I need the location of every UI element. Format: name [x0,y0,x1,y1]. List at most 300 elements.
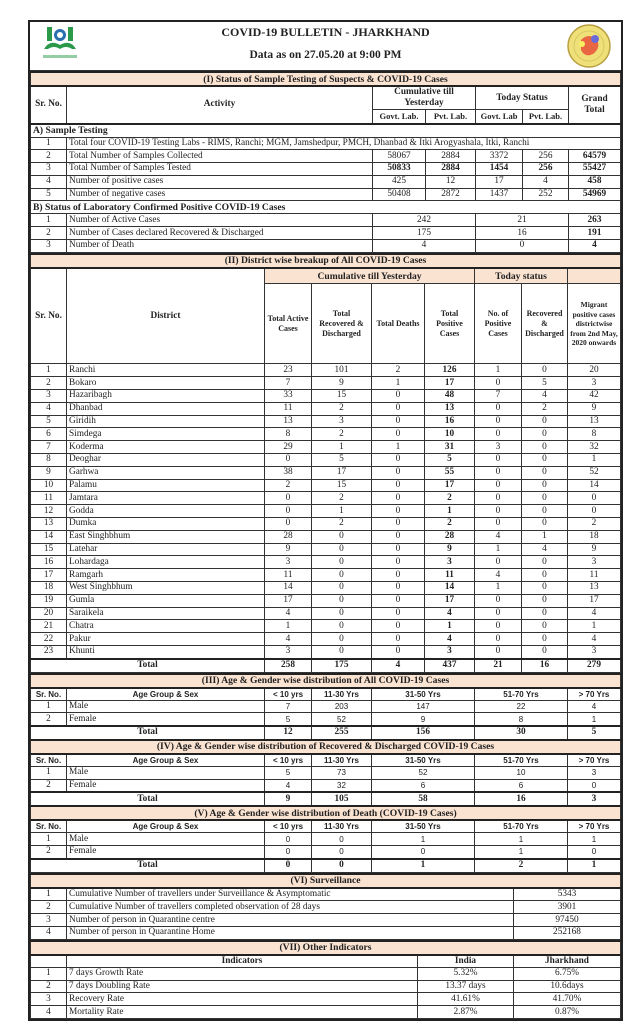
indicator-row [31,980,621,993]
cell: 0 [372,530,425,543]
table-row [31,779,621,792]
sr-no: 4 [31,1006,67,1019]
indicator-row [31,993,621,1006]
sr-no: 4 [31,175,67,188]
cell: 15 [312,389,372,402]
cell: 0 [475,645,522,658]
district-row [31,479,621,492]
sr-no: 2 [31,713,67,726]
cell: 0 [372,607,425,620]
cell: 1 [475,364,522,377]
district-name: Saraikela [67,607,265,620]
cell: 42 [568,389,621,402]
cell: 0 [312,594,372,607]
cell: 4 [523,175,569,188]
sr-no: 17 [31,569,67,582]
cell: 0 [522,428,568,441]
subsection-title: A) Sample Testing [31,124,621,138]
cell: 0 [522,620,568,633]
cell: 29 [265,441,312,454]
cell: 73 [312,766,372,779]
col-header-positive: Total Positive Cases [425,284,475,364]
col-header-grand-total: Grand Total [569,86,621,124]
cell: 0 [372,846,475,859]
cell: 17 [425,479,475,492]
sr-no: 18 [31,581,67,594]
district-name: Deoghar [67,453,265,466]
cell: 4 [568,700,621,713]
col-header-district: District [67,268,265,364]
cell: 1 [425,505,475,518]
cell: 17 [265,594,312,607]
col-header-today: Today Status [476,86,569,110]
cell: 0 [372,415,425,428]
sr-no: 1 [31,888,67,901]
cell: 4 [475,569,522,582]
cell-total: 279 [568,659,621,672]
cell: 0 [312,543,372,556]
district-name: Jamtara [67,492,265,505]
cell: 16 [476,227,569,240]
district-name: Godda [67,505,265,518]
table-row [31,833,621,846]
district-row [31,594,621,607]
cell: 1 [372,833,475,846]
cell: 242 [373,214,476,227]
col-header-migrant: Migrant positive cases districtwise from 2nd May, 2020 onwards [568,284,621,364]
subsection-title: B) Status of Laboratory Confirmed Positive COVID-19 Cases [31,201,621,214]
surveillance-row [31,927,621,940]
total-label: Total [31,659,265,672]
total-row [31,726,621,740]
cell: 0 [522,441,568,454]
cell: 3 [475,441,522,454]
total-row [31,859,621,872]
cell: 1 [568,713,621,726]
sr-no: 6 [31,428,67,441]
cell-total: 263 [569,214,621,227]
cell: 14 [568,479,621,492]
cell: 0 [372,633,425,646]
col-header-a5: > 70 Yrs [568,688,621,701]
sr-no: 4 [31,927,67,940]
cell-total: 458 [569,175,621,188]
col-header-govt-lab: Govt. Lab. [373,110,426,124]
cell: 28 [425,530,475,543]
col-header-a3: 31-50 Yrs [372,688,475,701]
table-row [31,227,621,240]
section-title: (IV) Age & Gender wise distribution of Recovered & Discharged COVID-19 Cases [31,740,621,754]
row-label: Total Number of Samples Collected [67,150,373,163]
cell: 1 [568,833,621,846]
row-label: Number of person in Quarantine Home [67,927,514,940]
col-header-sr: Sr. No. [31,688,67,701]
cell: 1 [568,453,621,466]
cell: 9 [372,713,475,726]
row-label: Cumulative Number of travellers completed observation of 28 days [67,901,514,914]
cell: 0 [372,543,425,556]
cell: 0 [475,492,522,505]
cell: 0 [372,453,425,466]
cell: 175 [373,227,476,240]
age-gender-tables [30,673,621,873]
cell: 0 [265,517,312,530]
cell-total: 9 [265,792,312,806]
cell: 50833 [373,163,426,176]
cell: 23 [265,364,312,377]
district-name: Lohardaga [67,556,265,569]
cell-total: 191 [569,227,621,240]
district-row [31,453,621,466]
cell: 0 [522,607,568,620]
cell-india: 41.61% [418,993,514,1006]
cell: 0 [475,466,522,479]
cell: 0 [372,466,425,479]
cell: 0 [312,833,372,846]
col-header-group: Age Group & Sex [67,754,265,767]
cell: 0 [522,453,568,466]
cell-total: 30 [475,726,568,740]
cell: 3901 [514,901,621,914]
indicator-row [31,1006,621,1019]
cell: 0 [475,594,522,607]
district-row [31,556,621,569]
cell: 1 [475,543,522,556]
cell-total: 12 [265,726,312,740]
row-label: Number of Death [67,240,373,253]
sr-no: 3 [31,389,67,402]
col-header-sr: Sr. No. [31,820,67,833]
district-row [31,543,621,556]
cell: 2 [522,402,568,415]
health-dept-emblem-icon [567,24,611,68]
sr-no: 1 [31,766,67,779]
row-label: 7 days Growth Rate [67,967,418,980]
cell: 101 [312,364,372,377]
district-name: Garhwa [67,466,265,479]
cell: 1454 [476,163,523,176]
row-label: Male [67,700,265,713]
sr-no: 4 [31,402,67,415]
cell: 0 [568,779,621,792]
sr-no: 2 [31,901,67,914]
cell: 5 [425,453,475,466]
cell: 0 [475,620,522,633]
cell: 52 [312,713,372,726]
bulletin-date: Data as on 27.05.20 at 9:00 PM [249,49,402,61]
cell: 11 [265,402,312,415]
cell: 9 [568,402,621,415]
surveillance-row [31,901,621,914]
cell: 1 [568,620,621,633]
cell: 3 [265,556,312,569]
cell: 0 [312,530,372,543]
cell: 203 [312,700,372,713]
cell: 2 [425,492,475,505]
cell: 11 [568,569,621,582]
cell: 14 [265,581,312,594]
section-title: (I) Status of Sample Testing of Suspects & COVID-19 Cases [31,72,621,86]
col-header-cumulative: Cumulative till Yesterday [265,268,475,284]
row-label: Number of Cases declared Recovered & Discharged [67,227,373,240]
section-title: (VI) Surveillance [31,874,621,888]
cell-total: 58 [372,792,475,806]
cell-india: 5.32% [418,967,514,980]
cell-total: 3 [568,792,621,806]
sr-no: 1 [31,137,67,150]
col-header-a1: < 10 yrs [265,820,312,833]
cell-total: 54969 [569,188,621,201]
indicator-row [31,967,621,980]
surveillance-row [31,888,621,901]
col-header-blank [568,268,621,284]
cell: 252 [523,188,569,201]
row-label: Recovery Rate [67,993,418,1006]
cell: 7 [265,377,312,390]
cell: 0 [372,479,425,492]
sr-no: 1 [31,833,67,846]
col-header-a3: 31-50 Yrs [372,820,475,833]
row-label: Mortality Rate [67,1006,418,1019]
cell: 256 [523,150,569,163]
cell: 0 [522,415,568,428]
cell-total: 64579 [569,150,621,163]
cell: 6 [475,779,568,792]
cell: 0 [312,846,372,859]
cell: 0 [475,415,522,428]
cell: 10 [425,428,475,441]
col-header-active: Total Active Cases [265,284,312,364]
cell: 425 [373,175,426,188]
col-header-today-positive: No. of Positive Cases [475,284,522,364]
cell: 2 [265,479,312,492]
cell: 0 [372,620,425,633]
cell: 11 [265,569,312,582]
cell-jharkhand: 41.70% [514,993,621,1006]
sr-no: 1 [31,700,67,713]
cell: 0 [372,428,425,441]
cell: 0 [312,633,372,646]
cell: 2884 [426,163,476,176]
col-header-sr: Sr. No. [31,754,67,767]
table-row [31,713,621,726]
sr-no: 2 [31,227,67,240]
sr-no: 3 [31,240,67,253]
cell: 2 [372,364,425,377]
cell: 3 [568,766,621,779]
cell: 17 [425,377,475,390]
sr-no: 3 [31,914,67,927]
district-row [31,505,621,518]
col-header-cumulative: Cumulative till Yesterday [373,86,476,110]
sr-no: 5 [31,415,67,428]
cell: 4 [265,779,312,792]
cell: 3 [568,556,621,569]
sr-no: 19 [31,594,67,607]
cell: 9 [312,377,372,390]
row-label: Female [67,846,265,859]
cell: 147 [372,700,475,713]
cell: 0 [312,569,372,582]
cell: 0 [265,846,312,859]
cell: 1 [312,505,372,518]
sr-no: 3 [31,163,67,176]
col-header-a2: 11-30 Yrs [312,688,372,701]
row-label: Number of person in Quarantine centre [67,914,514,927]
cell: 2 [425,517,475,530]
cell: 8 [568,428,621,441]
cell: 126 [425,364,475,377]
district-row [31,620,621,633]
bulletin-title: COVID-19 BULLETIN - JHARKHAND [221,25,430,39]
district-total-row [31,659,621,672]
district-row [31,492,621,505]
cell: 13 [568,415,621,428]
row-label: Male [67,766,265,779]
col-header-india: India [418,955,514,968]
cell-india: 2.87% [418,1006,514,1019]
row-label: Total four COVID-19 Testing Labs - RIMS, Ranchi; MGM, Jamshedpur, PMCH, Dhanbad & Itki Arogyashala, Itki, Ranchi [67,137,621,150]
cell: 0 [265,833,312,846]
cell: 17 [425,594,475,607]
cell: 2 [312,428,372,441]
sr-no: 14 [31,530,67,543]
cell: 33 [265,389,312,402]
cell-total: 1 [372,859,475,872]
col-header-blank [31,955,67,968]
district-name: Khunti [67,645,265,658]
cell-total: 258 [265,659,312,672]
table-row [31,163,621,176]
district-row [31,633,621,646]
bulletin-document [28,20,623,1021]
cell: 16 [425,415,475,428]
district-name: Palamu [67,479,265,492]
cell: 1 [475,833,568,846]
cell: 14 [425,581,475,594]
cell: 17 [312,466,372,479]
sr-no: 10 [31,479,67,492]
cell: 0 [568,492,621,505]
cell: 0 [372,556,425,569]
cell: 0 [475,479,522,492]
cell: 0 [522,556,568,569]
col-header-a3: 31-50 Yrs [372,754,475,767]
cell-total: 16 [522,659,568,672]
cell: 4 [568,607,621,620]
cell: 3 [265,645,312,658]
surveillance-row [31,914,621,927]
col-header-pvt-lab-today: Pvt. Lab. [523,110,569,124]
district-name: Simdega [67,428,265,441]
total-label: Total [31,792,265,806]
district-row [31,364,621,377]
cell-total: 0 [312,859,372,872]
col-header-today-recovered: Recovered & Discharged [522,284,568,364]
col-header-pvt-lab: Pvt. Lab. [426,110,476,124]
cell: 256 [523,163,569,176]
cell: 0 [312,620,372,633]
row-label: Number of Active Cases [67,214,373,227]
table-row [31,150,621,163]
row-label: Female [67,713,265,726]
cell: 32 [312,779,372,792]
sr-no: 20 [31,607,67,620]
cell-total: 105 [312,792,372,806]
cell: 13 [568,581,621,594]
sr-no: 2 [31,150,67,163]
cell-total: 255 [312,726,372,740]
cell: 2872 [426,188,476,201]
cell: 4 [265,633,312,646]
row-label: Total Number of Samples Tested [67,163,373,176]
cell: 1 [475,846,568,859]
row-label: Female [67,779,265,792]
col-header-a2: 11-30 Yrs [312,820,372,833]
sr-no: 1 [31,214,67,227]
table-row [31,214,621,227]
cell: 13 [265,415,312,428]
cell: 0 [372,505,425,518]
cell: 5 [312,453,372,466]
district-name: Ramgarh [67,569,265,582]
col-header-activity: Activity [67,86,373,124]
cell-total: 1 [568,859,621,872]
district-row [31,530,621,543]
cell-total: 156 [372,726,475,740]
cell: 0 [522,517,568,530]
cell: 0 [372,389,425,402]
col-header-a4: 51-70 Yrs [475,820,568,833]
cell-total: 437 [425,659,475,672]
cell: 1 [312,441,372,454]
table-row [31,240,621,253]
sr-no: 7 [31,441,67,454]
cell-total: 175 [312,659,372,672]
cell: 2884 [426,150,476,163]
row-label: Male [67,833,265,846]
cell: 3 [568,645,621,658]
district-row [31,581,621,594]
cell: 0 [522,466,568,479]
district-row [31,441,621,454]
cell-total: 16 [475,792,568,806]
district-name: East Singhbhum [67,530,265,543]
district-row [31,645,621,658]
cell: 0 [372,517,425,530]
surveillance-table [30,873,621,940]
district-name: Ranchi [67,364,265,377]
section-title: (VII) Other Indicators [31,941,621,955]
sr-no: 9 [31,466,67,479]
cell: 32 [568,441,621,454]
cell-india: 13.37 days [418,980,514,993]
district-name: Chatra [67,620,265,633]
cell: 0 [475,377,522,390]
cell: 0 [522,364,568,377]
cell: 4 [522,543,568,556]
cell: 0 [522,633,568,646]
col-header-today: Today status [475,268,568,284]
cell: 7 [265,700,312,713]
cell: 1 [522,530,568,543]
cell-total: 4 [372,659,425,672]
cell-total: 5 [568,726,621,740]
cell: 0 [265,453,312,466]
table-row [31,175,621,188]
cell: 0 [522,479,568,492]
sr-no: 1 [31,364,67,377]
